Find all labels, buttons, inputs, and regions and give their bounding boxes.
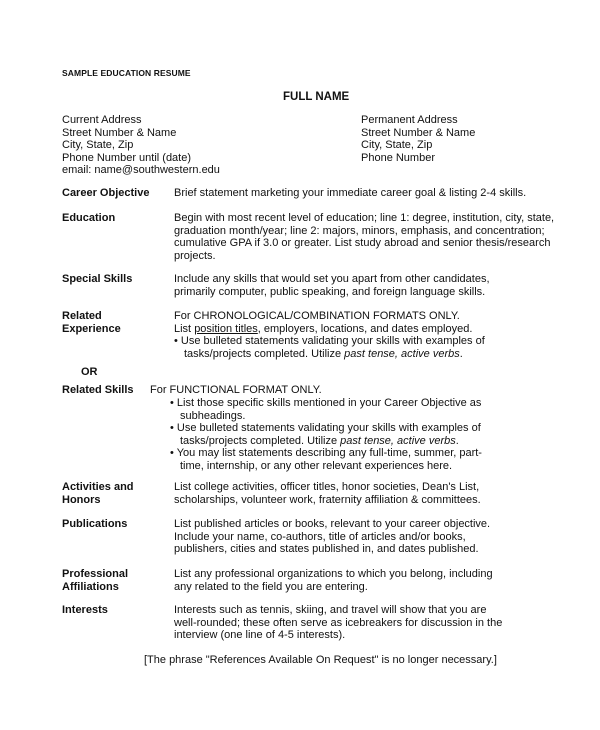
current-address-heading: Current Address [62,114,142,126]
education-label: Education [62,212,116,224]
special-skills-text: Include any skills that would set you apart from other candidates, primarily computer, public speaking, and foreign language skills. [174,273,490,298]
footer-note: [The phrase "References Available On Request" is no longer necessary.] [144,654,497,666]
current-address-street: Street Number & Name [62,126,177,139]
publications-text: List published articles or books, relevant to your career objective. Include your name, co-authors, title of articles and/or books, publishers, cities and states published in, and dates published. [174,518,491,555]
related-experience-text: For CHRONOLOGICAL/COMBINATION FORMATS ONLY. List position titles, employers, locations, and dates employed. • Use bulleted statements validating your skills with examples of tasks/projects completed. Utilize past tense, active verbs. [174,310,485,360]
publications-label: Publications [62,518,128,530]
or-label: OR [81,366,98,378]
permanent-address-phone: Phone Number [361,151,435,164]
related-skills-intro: For FUNCTIONAL FORMAT ONLY. [150,384,322,396]
interests-text: Interests such as tennis, skiing, and travel will show that you are well-rounded; these often serve as icebreakers for discussion in the interview (one line of 4-5 interests). [174,604,503,641]
related-skills-label: Related Skills [62,384,134,396]
document-title: SAMPLE EDUCATION RESUME [62,68,191,78]
permanent-address-city: City, State, Zip [361,139,433,151]
full-name: FULL NAME [283,91,350,103]
permanent-address [361,114,475,164]
education-text: Begin with most recent level of education; line 1: degree, institution, city, state, graduation month/year; line 2: majors, minors, emphasis, and concentration; cumulative GPA if 3.0 or greater. List study abroad and senior thesis/research projects. [174,212,555,262]
affiliations-label: Professional Affiliations [62,568,129,593]
permanent-address-heading: Permanent Address [361,114,458,126]
position-titles-link: position titles [194,322,258,335]
related-skills-bullets: • List those specific skills mentioned in your Career Objective as subheadings. • Use bulleted statements validating your skills with examples of tasks/projects completed. Utilize past tense, active verbs. • You may list statements describing any full-time, summer, part- time, internship, or any other relevant experiences here. [170,397,482,472]
interests-label: Interests [62,604,108,616]
permanent-address-street: Street Number & Name [361,126,476,139]
current-address-phone: Phone Number until (date) [62,151,192,164]
activities-label: Activities and Honors [62,481,134,506]
current-address [62,114,220,177]
related-experience-label: Related Experience [62,310,121,335]
affiliations-text: List any professional organizations to which you belong, including any related to the field you are entering. [174,568,493,593]
career-objective-text: Brief statement marketing your immediate career goal & listing 2-4 skills. [174,187,527,199]
activities-text: List college activities, officer titles, honor societies, Dean's List, scholarships, volunteer work, fraternity affiliation & committees. [174,481,481,506]
current-address-email: email: name@southwestern.edu [62,164,220,176]
current-address-city: City, State, Zip [62,139,134,151]
career-objective-label: Career Objective [62,187,150,199]
special-skills-label: Special Skills [62,273,133,285]
